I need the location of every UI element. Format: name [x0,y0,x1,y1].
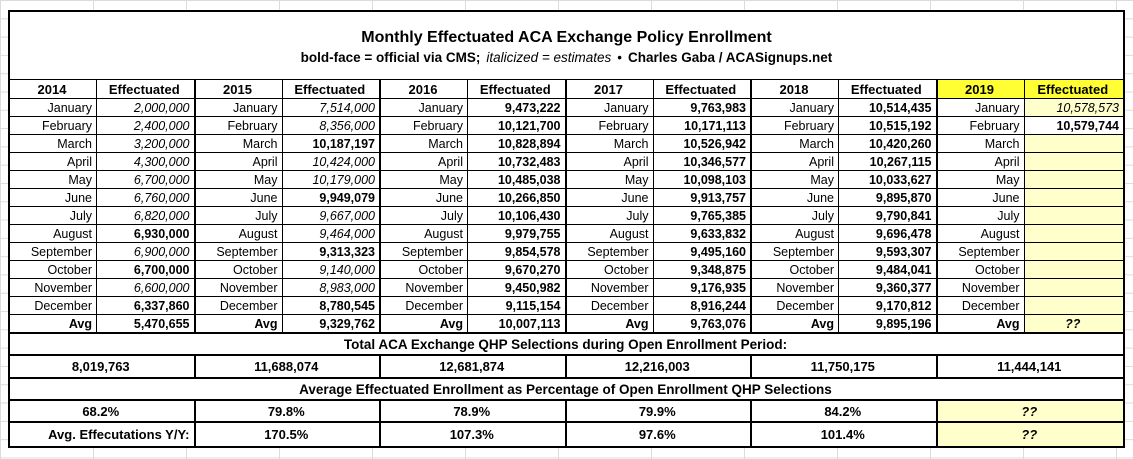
pct-value-2016[interactable]: 78.9% [381,401,567,423]
effectuated-header-2017[interactable]: Effectuated [654,80,753,99]
month-cell-2018-february[interactable]: February [752,117,839,135]
month-cell-2017-september[interactable]: September [567,243,654,261]
pct-section-title: Average Effectuated Enrollment as Percentage of Open Enrollment QHP Selections [10,379,1123,401]
value-cell-2017-june[interactable]: 9,913,757 [654,189,753,207]
month-cell-2016-december[interactable]: December [381,297,468,315]
month-cell-2019-january[interactable]: January [938,99,1025,117]
month-cell-2016-november[interactable]: November [381,279,468,297]
year-header-2019[interactable]: 2019 [938,80,1025,99]
month-cell-2015-december[interactable]: December [196,297,283,315]
month-cell-2014-october[interactable]: October [10,261,97,279]
month-cell-2015-august[interactable]: August [196,225,283,243]
qhp-total-2017[interactable]: 12,216,003 [567,356,753,379]
value-cell-2018-august[interactable]: 9,696,478 [839,225,938,243]
value-cell-2015-november[interactable]: 8,983,000 [283,279,382,297]
avg-value-2015[interactable]: 9,329,762 [283,315,382,334]
month-cell-2018-october[interactable]: October [752,261,839,279]
subtitle-credit: Charles Gaba / ACASignups.net [628,49,833,65]
yoy-value-2015[interactable]: 170.5% [196,423,382,446]
month-cell-2014-september[interactable]: September [10,243,97,261]
yoy-label: Avg. Effecutations Y/Y: [10,423,196,446]
value-cell-2015-june[interactable]: 9,949,079 [283,189,382,207]
avg-value-2018[interactable]: 9,895,196 [839,315,938,334]
value-cell-2017-april[interactable]: 10,346,577 [654,153,753,171]
value-cell-2015-march[interactable]: 10,187,197 [283,135,382,153]
avg-label-2018[interactable]: Avg [752,315,839,334]
value-cell-2019-february[interactable]: 10,579,744 [1025,117,1124,135]
value-cell-2019-march[interactable] [1025,135,1124,153]
value-cell-2019-january[interactable]: 10,578,573 [1025,99,1124,117]
qhp-total-2016[interactable]: 12,681,874 [381,356,567,379]
month-cell-2019-june[interactable]: June [938,189,1025,207]
value-cell-2014-november[interactable]: 6,600,000 [97,279,196,297]
year-header-2014[interactable]: 2014 [10,80,97,99]
value-cell-2014-january[interactable]: 2,000,000 [97,99,196,117]
month-cell-2018-january[interactable]: January [752,99,839,117]
value-cell-2015-december[interactable]: 8,780,545 [283,297,382,315]
year-header-2015[interactable]: 2015 [196,80,283,99]
value-cell-2016-january[interactable]: 9,473,222 [468,99,567,117]
month-cell-2016-january[interactable]: January [381,99,468,117]
month-cell-2017-may[interactable]: May [567,171,654,189]
value-cell-2016-august[interactable]: 9,979,755 [468,225,567,243]
month-cell-2019-july[interactable]: July [938,207,1025,225]
month-cell-2017-february[interactable]: February [567,117,654,135]
year-header-2018[interactable]: 2018 [752,80,839,99]
month-cell-2015-february[interactable]: February [196,117,283,135]
pct-value-2019[interactable]: ?? [938,401,1124,423]
value-cell-2017-october[interactable]: 9,348,875 [654,261,753,279]
avg-value-2017[interactable]: 9,763,076 [654,315,753,334]
month-cell-2017-june[interactable]: June [567,189,654,207]
value-cell-2014-march[interactable]: 3,200,000 [97,135,196,153]
value-cell-2018-december[interactable]: 9,170,812 [839,297,938,315]
month-cell-2016-may[interactable]: May [381,171,468,189]
month-cell-2017-november[interactable]: November [567,279,654,297]
enrollment-grid [10,80,1123,446]
value-cell-2015-february[interactable]: 8,356,000 [283,117,382,135]
value-cell-2017-july[interactable]: 9,765,385 [654,207,753,225]
value-cell-2015-january[interactable]: 7,514,000 [283,99,382,117]
month-cell-2018-june[interactable]: June [752,189,839,207]
value-cell-2014-december[interactable]: 6,337,860 [97,297,196,315]
qhp-total-2018[interactable]: 11,750,175 [752,356,938,379]
value-cell-2016-july[interactable]: 10,106,430 [468,207,567,225]
effectuated-header-2019[interactable]: Effectuated [1025,80,1124,99]
month-cell-2019-march[interactable]: March [938,135,1025,153]
month-cell-2018-july[interactable]: July [752,207,839,225]
value-cell-2019-august[interactable] [1025,225,1124,243]
value-cell-2016-march[interactable]: 10,828,894 [468,135,567,153]
pct-value-2018[interactable]: 84.2% [752,401,938,423]
qhp-section-title: Total ACA Exchange QHP Selections during Open Enrollment Period: [10,334,1123,356]
month-cell-2018-november[interactable]: November [752,279,839,297]
month-cell-2015-march[interactable]: March [196,135,283,153]
value-cell-2014-july[interactable]: 6,820,000 [97,207,196,225]
value-cell-2017-may[interactable]: 10,098,103 [654,171,753,189]
effectuated-header-2015[interactable]: Effectuated [283,80,382,99]
value-cell-2019-june[interactable] [1025,189,1124,207]
effectuated-header-2018[interactable]: Effectuated [839,80,938,99]
month-cell-2014-august[interactable]: August [10,225,97,243]
effectuated-header-2014[interactable]: Effectuated [97,80,196,99]
yoy-value-2016[interactable]: 107.3% [381,423,567,446]
value-cell-2014-may[interactable]: 6,700,000 [97,171,196,189]
month-cell-2019-november[interactable]: November [938,279,1025,297]
avg-label-2014[interactable]: Avg [10,315,97,334]
value-cell-2016-october[interactable]: 9,670,270 [468,261,567,279]
month-cell-2014-november[interactable]: November [10,279,97,297]
value-cell-2016-december[interactable]: 9,115,154 [468,297,567,315]
value-cell-2015-october[interactable]: 9,140,000 [283,261,382,279]
month-cell-2018-march[interactable]: March [752,135,839,153]
value-cell-2018-april[interactable]: 10,267,115 [839,153,938,171]
page-title: Monthly Effectuated ACA Exchange Policy Enrollment [361,28,772,46]
value-cell-2018-september[interactable]: 9,593,307 [839,243,938,261]
value-cell-2017-august[interactable]: 9,633,832 [654,225,753,243]
avg-label-2016[interactable]: Avg [381,315,468,334]
month-cell-2019-april[interactable]: April [938,153,1025,171]
month-cell-2015-january[interactable]: January [196,99,283,117]
value-cell-2014-june[interactable]: 6,760,000 [97,189,196,207]
value-cell-2017-november[interactable]: 9,176,935 [654,279,753,297]
pct-value-2014[interactable]: 68.2% [10,401,196,423]
month-cell-2015-september[interactable]: September [196,243,283,261]
month-cell-2016-july[interactable]: July [381,207,468,225]
title-block [10,12,1123,80]
value-cell-2014-september[interactable]: 6,900,000 [97,243,196,261]
qhp-total-2014[interactable]: 8,019,763 [10,356,196,379]
value-cell-2016-april[interactable]: 10,732,483 [468,153,567,171]
value-cell-2019-november[interactable] [1025,279,1124,297]
month-cell-2016-october[interactable]: October [381,261,468,279]
month-cell-2016-august[interactable]: August [381,225,468,243]
avg-value-2014[interactable]: 5,470,655 [97,315,196,334]
month-cell-2015-july[interactable]: July [196,207,283,225]
month-cell-2014-april[interactable]: April [10,153,97,171]
value-cell-2017-september[interactable]: 9,495,160 [654,243,753,261]
value-cell-2019-july[interactable] [1025,207,1124,225]
year-header-2016[interactable]: 2016 [381,80,468,99]
value-cell-2018-january[interactable]: 10,514,435 [839,99,938,117]
month-cell-2018-august[interactable]: August [752,225,839,243]
effectuated-header-2016[interactable]: Effectuated [468,80,567,99]
value-cell-2019-may[interactable] [1025,171,1124,189]
month-cell-2014-february[interactable]: February [10,117,97,135]
value-cell-2017-january[interactable]: 9,763,983 [654,99,753,117]
month-cell-2014-january[interactable]: January [10,99,97,117]
subtitle-legend-italic: italicized = estimates [486,49,612,65]
yoy-value-2018[interactable]: 101.4% [752,423,938,446]
value-cell-2016-november[interactable]: 9,450,982 [468,279,567,297]
month-cell-2017-december[interactable]: December [567,297,654,315]
month-cell-2015-june[interactable]: June [196,189,283,207]
month-cell-2014-june[interactable]: June [10,189,97,207]
pct-value-2015[interactable]: 79.8% [196,401,382,423]
month-cell-2016-april[interactable]: April [381,153,468,171]
month-cell-2015-april[interactable]: April [196,153,283,171]
month-cell-2017-january[interactable]: January [567,99,654,117]
value-cell-2017-march[interactable]: 10,526,942 [654,135,753,153]
month-cell-2016-february[interactable]: February [381,117,468,135]
value-cell-2018-may[interactable]: 10,033,627 [839,171,938,189]
value-cell-2019-december[interactable] [1025,297,1124,315]
value-cell-2016-september[interactable]: 9,854,578 [468,243,567,261]
month-cell-2015-october[interactable]: October [196,261,283,279]
month-cell-2019-august[interactable]: August [938,225,1025,243]
spreadsheet-table [8,10,1125,448]
value-cell-2015-july[interactable]: 9,667,000 [283,207,382,225]
yoy-value-2017[interactable]: 97.6% [567,423,753,446]
month-cell-2018-may[interactable]: May [752,171,839,189]
month-cell-2019-may[interactable]: May [938,171,1025,189]
value-cell-2016-june[interactable]: 10,266,850 [468,189,567,207]
month-cell-2015-november[interactable]: November [196,279,283,297]
value-cell-2015-april[interactable]: 10,424,000 [283,153,382,171]
qhp-total-2015[interactable]: 11,688,074 [196,356,382,379]
avg-label-2017[interactable]: Avg [567,315,654,334]
qhp-total-2019[interactable]: 11,444,141 [938,356,1124,379]
subtitle [301,50,833,65]
subtitle-legend-bold: bold-face = official via CMS; [300,49,481,65]
month-cell-2017-april[interactable]: April [567,153,654,171]
value-cell-2018-october[interactable]: 9,484,041 [839,261,938,279]
month-cell-2017-august[interactable]: August [567,225,654,243]
month-cell-2015-may[interactable]: May [196,171,283,189]
month-cell-2014-december[interactable]: December [10,297,97,315]
value-cell-2018-july[interactable]: 9,790,841 [839,207,938,225]
month-cell-2017-october[interactable]: October [567,261,654,279]
avg-label-2015[interactable]: Avg [196,315,283,334]
value-cell-2018-february[interactable]: 10,515,192 [839,117,938,135]
month-cell-2016-september[interactable]: September [381,243,468,261]
value-cell-2015-august[interactable]: 9,464,000 [283,225,382,243]
value-cell-2017-december[interactable]: 8,916,244 [654,297,753,315]
month-cell-2018-april[interactable]: April [752,153,839,171]
avg-label-2019[interactable]: Avg [938,315,1025,334]
month-cell-2017-july[interactable]: July [567,207,654,225]
value-cell-2014-february[interactable]: 2,400,000 [97,117,196,135]
month-cell-2019-february[interactable]: February [938,117,1025,135]
value-cell-2019-october[interactable] [1025,261,1124,279]
month-cell-2018-september[interactable]: September [752,243,839,261]
month-cell-2014-july[interactable]: July [10,207,97,225]
value-cell-2019-april[interactable] [1025,153,1124,171]
value-cell-2015-september[interactable]: 9,313,323 [283,243,382,261]
value-cell-2016-february[interactable]: 10,121,700 [468,117,567,135]
subtitle-bullet: • [617,49,623,65]
month-cell-2014-march[interactable]: March [10,135,97,153]
year-header-2017[interactable]: 2017 [567,80,654,99]
value-cell-2018-june[interactable]: 9,895,870 [839,189,938,207]
value-cell-2016-may[interactable]: 10,485,038 [468,171,567,189]
month-cell-2019-october[interactable]: October [938,261,1025,279]
month-cell-2019-september[interactable]: September [938,243,1025,261]
pct-value-2017[interactable]: 79.9% [567,401,753,423]
month-cell-2016-march[interactable]: March [381,135,468,153]
month-cell-2019-december[interactable]: December [938,297,1025,315]
value-cell-2018-march[interactable]: 10,420,260 [839,135,938,153]
value-cell-2014-october[interactable]: 6,700,000 [97,261,196,279]
month-cell-2016-june[interactable]: June [381,189,468,207]
value-cell-2014-august[interactable]: 6,930,000 [97,225,196,243]
month-cell-2018-december[interactable]: December [752,297,839,315]
month-cell-2017-march[interactable]: March [567,135,654,153]
yoy-value-2019[interactable]: ?? [938,423,1124,446]
avg-value-2019[interactable]: ?? [1025,315,1124,334]
value-cell-2017-february[interactable]: 10,171,113 [654,117,753,135]
value-cell-2015-may[interactable]: 10,179,000 [283,171,382,189]
avg-value-2016[interactable]: 10,007,113 [468,315,567,334]
value-cell-2018-november[interactable]: 9,360,377 [839,279,938,297]
month-cell-2014-may[interactable]: May [10,171,97,189]
value-cell-2019-september[interactable] [1025,243,1124,261]
value-cell-2014-april[interactable]: 4,300,000 [97,153,196,171]
